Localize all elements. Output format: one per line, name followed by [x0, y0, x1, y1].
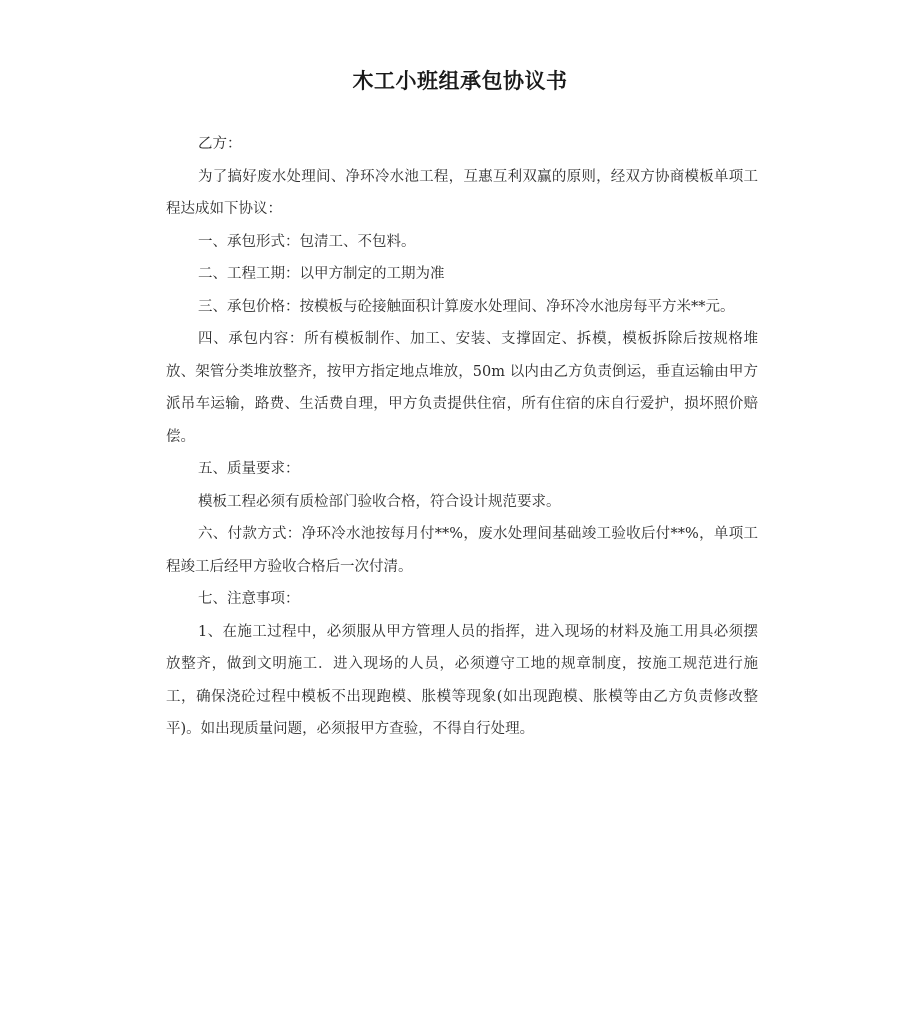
paragraph-price: 三、承包价格：按模板与砼接触面积计算废水处理间、净环冷水池房每平方米**元。 — [198, 298, 735, 315]
paragraph-preamble: 为了搞好废水处理间、净环冷水池工程，互惠互利双赢的原则，经双方协商模板单项工程达成如下协议： — [166, 168, 758, 217]
paragraph-quality-heading: 五、质量要求： — [198, 461, 300, 477]
paragraph-notes-1: 1、在施工过程中，必须服从甲方管理人员的指挥，进入现场的材料及施工用具必须摆放整齐，做到文明施工．进入现场的人员，必须遵守工地的规章制度，按施工规范进行施工，确保浇砼过程中模板不出现跑模、胀模等现象(如出现跑模、胀模等由乙方负责修改整平)。如出现质量问题，必须报甲方查验，不得自行处理。 — [166, 623, 758, 737]
document-title: 木工小班组承包协议书 — [352, 69, 568, 93]
document-body — [166, 128, 758, 746]
paragraph-quality: 模板工程必须有质检部门验收合格，符合设计规范要求。 — [198, 493, 561, 510]
paragraph-payment: 六、付款方式：净环冷水池按每月付**%，废水处理间基础竣工验收后付**%，单项工程竣工后经甲方验收合格后一次付清。 — [166, 526, 758, 575]
paragraph-contract-form: 一、承包形式：包清工、不包料。 — [198, 233, 416, 250]
paragraph-notes-heading: 七、注意事项： — [198, 591, 300, 607]
paragraph-party-b: 乙方： — [198, 136, 242, 152]
paragraph-scope: 四、承包内容：所有模板制作、加工、安装、支撑固定、拆模，模板拆除后按规格堆放、架管分类堆放整齐，按甲方指定地点堆放，50m 以内由乙方负责倒运，垂直运输由甲方派吊车运输，路费、生活费自理，甲方负责提供住宿，所有住宿的床自行爱护，损坏照价赔偿。 — [166, 331, 758, 445]
paragraph-schedule: 二、工程工期：以甲方制定的工期为准 — [198, 266, 445, 282]
